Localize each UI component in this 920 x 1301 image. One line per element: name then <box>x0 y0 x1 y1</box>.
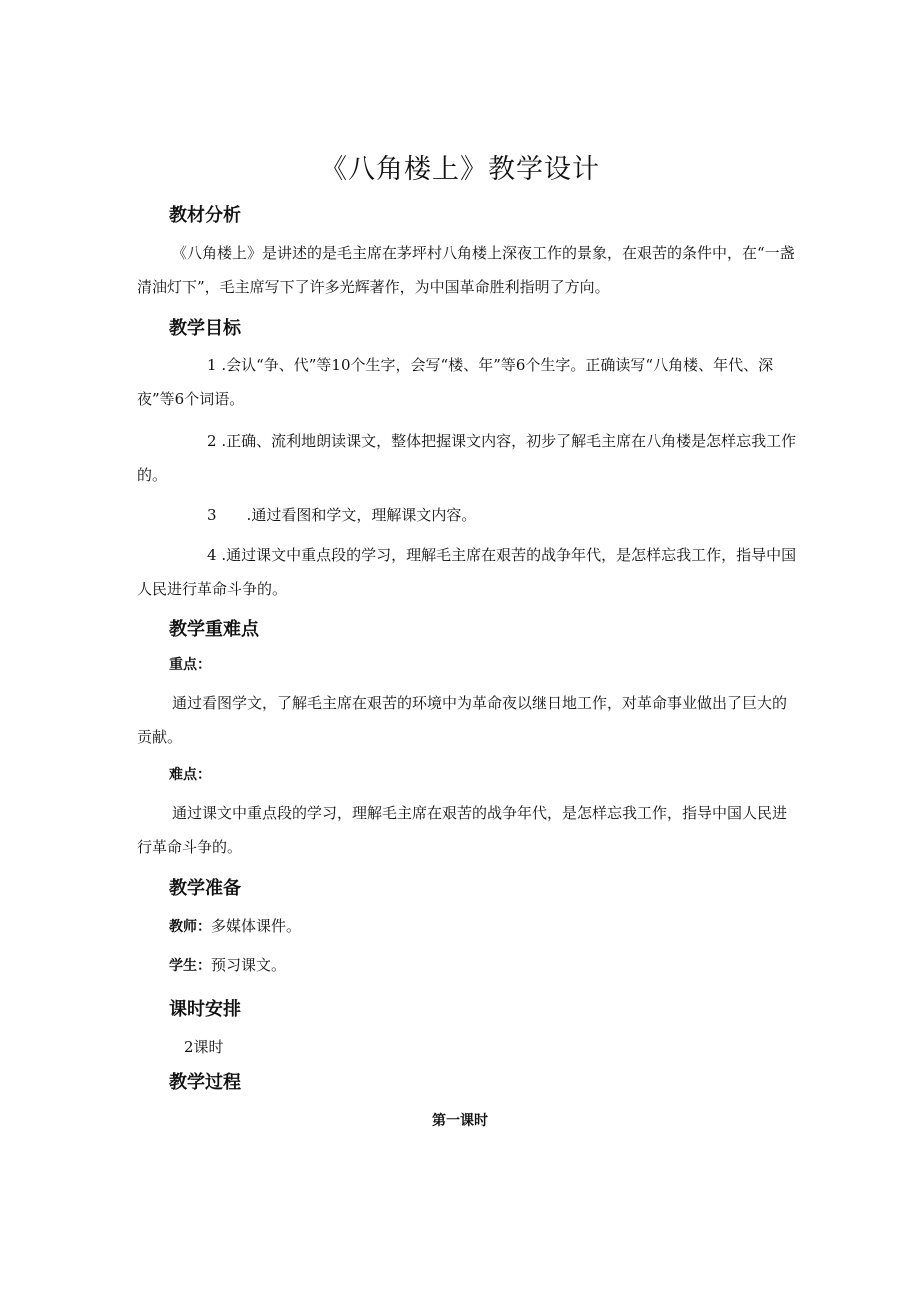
goal-number: 3 <box>207 506 217 524</box>
analysis-paragraph: 《八角楼上》是讲述的是毛主席在茅坪村八角楼上深夜工作的景象，在艰苦的条件中，在“一盏清油灯下”，毛主席写下了许多光辉著作，为中国革命胜利指明了方向。 <box>137 244 795 296</box>
heading-prep: 教学准备 <box>169 878 241 899</box>
schedule-text: 2课时 <box>184 1038 224 1056</box>
heading-process: 教学过程 <box>169 1072 241 1093</box>
first-lesson-title: 第一课时 <box>432 1113 488 1129</box>
goal-text: .会认“争、代”等10个生字，会写“楼、年”等6个生字。正确读写“八角楼、年代、深夜”等6个词语。 <box>137 356 774 408</box>
document-title: 《八角楼上》教学设计 <box>320 154 600 185</box>
heading-focus: 教学重难点 <box>169 619 259 640</box>
teacher-label: 教师： <box>169 919 211 935</box>
goal-number: 1 <box>207 356 217 374</box>
student-text: 预习课文。 <box>211 956 287 974</box>
goal-text: .通过课文中重点段的学习，理解毛主席在艰苦的战争年代，是怎样忘我工作，指导中国人民进行革命斗争的。 <box>137 546 797 598</box>
heading-goals: 教学目标 <box>169 318 241 339</box>
goal-item-2 <box>137 424 797 492</box>
goal-number: 4 <box>207 546 217 564</box>
teacher-text: 多媒体课件。 <box>211 917 302 935</box>
student-label: 学生： <box>169 958 211 974</box>
difficult-point-paragraph: 通过课文中重点段的学习，理解毛主席在艰苦的战争年代，是怎样忘我工作，指导中国人民进行革命斗争的。 <box>137 804 788 856</box>
difficult-point-label: 难点： <box>169 767 211 783</box>
teacher-prep <box>169 915 301 938</box>
key-point-label: 重点： <box>169 657 211 673</box>
heading-schedule: 课时安排 <box>169 999 241 1020</box>
goal-item-4 <box>137 538 797 606</box>
goal-item-1 <box>137 348 797 416</box>
goal-text: .正确、流利地朗读课文，整体把握课文内容，初步了解毛主席在八角楼是怎样忘我工作的。 <box>137 432 797 484</box>
goal-item-3 <box>137 498 797 532</box>
goal-number: 2 <box>207 432 217 450</box>
goal-text: .通过看图和学文，理解课文内容。 <box>246 506 477 524</box>
key-point-paragraph: 通过看图学文，了解毛主席在艰苦的环境中为革命夜以继日地工作，对革命事业做出了巨大的贡献。 <box>137 694 788 746</box>
student-prep <box>169 954 286 977</box>
heading-analysis: 教材分析 <box>169 205 241 226</box>
